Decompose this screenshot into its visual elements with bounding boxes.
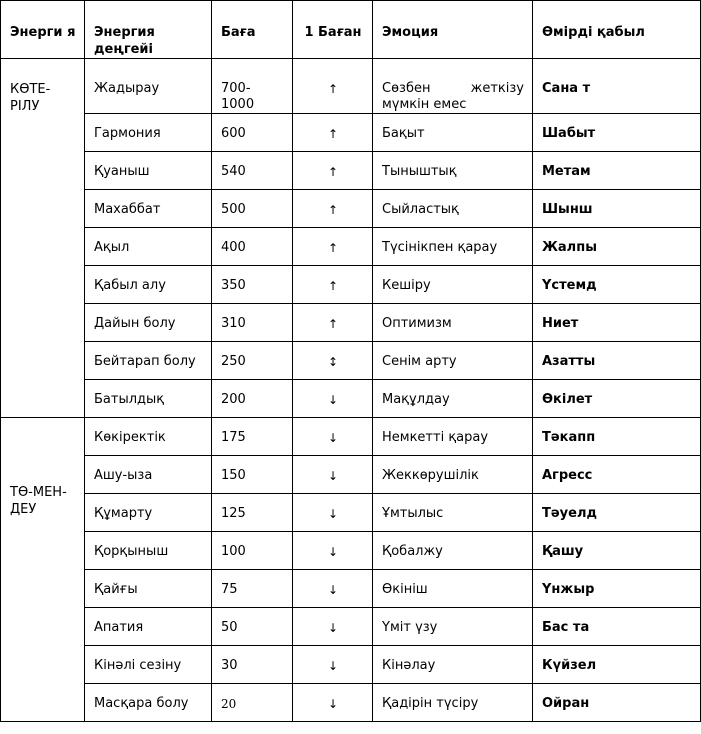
- header-level: Энергия деңгейі: [85, 1, 212, 59]
- table-row: [1, 59, 701, 114]
- life-cell: Тәуелд: [533, 494, 701, 532]
- level-cell: Қорқыныш: [85, 532, 212, 570]
- level-cell: Ашу-ыза: [85, 456, 212, 494]
- table-row: [1, 380, 701, 418]
- level-cell: Батылдық: [85, 380, 212, 418]
- arrow-cell: ↑: [293, 266, 373, 304]
- table-body: [1, 59, 701, 722]
- table-row: [1, 456, 701, 494]
- price-cell: 20: [212, 684, 293, 722]
- price-cell: 700- 1000: [212, 59, 293, 114]
- emotion-cell: Қадірін түсіру: [373, 684, 533, 722]
- arrow-cell: ↓: [293, 570, 373, 608]
- emotion-cell: Сөзбен жеткізу мүмкін емес: [373, 59, 533, 114]
- level-cell: Апатия: [85, 608, 212, 646]
- level-cell: Бейтарап болу: [85, 342, 212, 380]
- price-cell: 500: [212, 190, 293, 228]
- life-cell: Үстемд: [533, 266, 701, 304]
- price-cell: 400: [212, 228, 293, 266]
- emotion-cell: Кінәлау: [373, 646, 533, 684]
- table-row: [1, 646, 701, 684]
- price-cell: 30: [212, 646, 293, 684]
- emotion-cell: Үміт үзу: [373, 608, 533, 646]
- life-cell: Тәкапп: [533, 418, 701, 456]
- life-cell: Шынш: [533, 190, 701, 228]
- level-cell: Масқара болу: [85, 684, 212, 722]
- life-cell: Ойран: [533, 684, 701, 722]
- emotion-cell: Оптимизм: [373, 304, 533, 342]
- group-up: КӨТЕ- РІЛУ: [1, 59, 85, 418]
- emotion-cell: Жеккөрушілік: [373, 456, 533, 494]
- life-cell: Ниет: [533, 304, 701, 342]
- level-cell: Қайғы: [85, 570, 212, 608]
- price-cell: 50: [212, 608, 293, 646]
- table-row: [1, 494, 701, 532]
- life-cell: Азатты: [533, 342, 701, 380]
- emotion-cell: Сенім арту: [373, 342, 533, 380]
- level-cell: Көкіректік: [85, 418, 212, 456]
- arrow-cell: ↓: [293, 380, 373, 418]
- price-cell: 200: [212, 380, 293, 418]
- life-cell: Күйзел: [533, 646, 701, 684]
- arrow-cell: ↑: [293, 228, 373, 266]
- level-cell: Махаббат: [85, 190, 212, 228]
- table-row: [1, 608, 701, 646]
- level-cell: Дайын болу: [85, 304, 212, 342]
- table-row: [1, 570, 701, 608]
- table-row: [1, 532, 701, 570]
- header-life: Өмірді қабыл: [533, 1, 701, 59]
- price-cell: 350: [212, 266, 293, 304]
- emotion-cell: Бақыт: [373, 114, 533, 152]
- life-cell: Үнжыр: [533, 570, 701, 608]
- life-cell: Сана т: [533, 59, 701, 114]
- price-cell: 75: [212, 570, 293, 608]
- level-cell: Қуаныш: [85, 152, 212, 190]
- arrow-cell: ↑: [293, 114, 373, 152]
- table-row: [1, 304, 701, 342]
- arrow-cell: ↓: [293, 532, 373, 570]
- price-cell: 250: [212, 342, 293, 380]
- arrow-cell: ↑: [293, 304, 373, 342]
- header-price: Баға: [212, 1, 293, 59]
- life-cell: Агресс: [533, 456, 701, 494]
- table-row: [1, 418, 701, 456]
- table-row: [1, 228, 701, 266]
- price-cell: 175: [212, 418, 293, 456]
- arrow-cell: ↑: [293, 59, 373, 114]
- emotion-cell: Тыныштық: [373, 152, 533, 190]
- table-row: [1, 190, 701, 228]
- life-cell: Жалпы: [533, 228, 701, 266]
- emotion-cell: Немкетті қарау: [373, 418, 533, 456]
- price-cell: 540: [212, 152, 293, 190]
- level-cell: Қабыл алу: [85, 266, 212, 304]
- emotion-cell: Мақұлдау: [373, 380, 533, 418]
- arrow-cell: ↓: [293, 494, 373, 532]
- life-cell: Қашу: [533, 532, 701, 570]
- price-cell: 150: [212, 456, 293, 494]
- arrow-cell: ↑: [293, 152, 373, 190]
- arrow-cell: ↓: [293, 684, 373, 722]
- price-cell: 100: [212, 532, 293, 570]
- table-row: [1, 342, 701, 380]
- emotion-cell: Өкініш: [373, 570, 533, 608]
- table-row: [1, 684, 701, 722]
- price-cell: 310: [212, 304, 293, 342]
- table-row: [1, 266, 701, 304]
- emotion-cell: Кешіру: [373, 266, 533, 304]
- life-cell: Шабыт: [533, 114, 701, 152]
- header-row: [1, 1, 701, 59]
- emotion-cell: Ұмтылыс: [373, 494, 533, 532]
- arrow-cell: ↕: [293, 342, 373, 380]
- emotion-cell: Қобалжу: [373, 532, 533, 570]
- header-group: Энерги я: [1, 1, 85, 59]
- level-cell: Гармония: [85, 114, 212, 152]
- arrow-cell: ↑: [293, 190, 373, 228]
- price-cell: 125: [212, 494, 293, 532]
- table-row: [1, 114, 701, 152]
- header-emotion: Эмоция: [373, 1, 533, 59]
- life-cell: Өкілет: [533, 380, 701, 418]
- arrow-cell: ↓: [293, 608, 373, 646]
- level-cell: Құмарту: [85, 494, 212, 532]
- level-cell: Жадырау: [85, 59, 212, 114]
- emotion-cell: Түсінікпен қарау: [373, 228, 533, 266]
- arrow-cell: ↓: [293, 456, 373, 494]
- price-cell: 600: [212, 114, 293, 152]
- life-cell: Бас та: [533, 608, 701, 646]
- arrow-cell: ↓: [293, 418, 373, 456]
- level-cell: Кінәлі сезіну: [85, 646, 212, 684]
- emotion-cell: Сыйластық: [373, 190, 533, 228]
- arrow-cell: ↓: [293, 646, 373, 684]
- group-down: ТӨ-МЕН- ДЕУ: [1, 418, 85, 722]
- life-cell: Метам: [533, 152, 701, 190]
- table-row: [1, 152, 701, 190]
- level-cell: Ақыл: [85, 228, 212, 266]
- header-col1: 1 Баған: [293, 1, 373, 59]
